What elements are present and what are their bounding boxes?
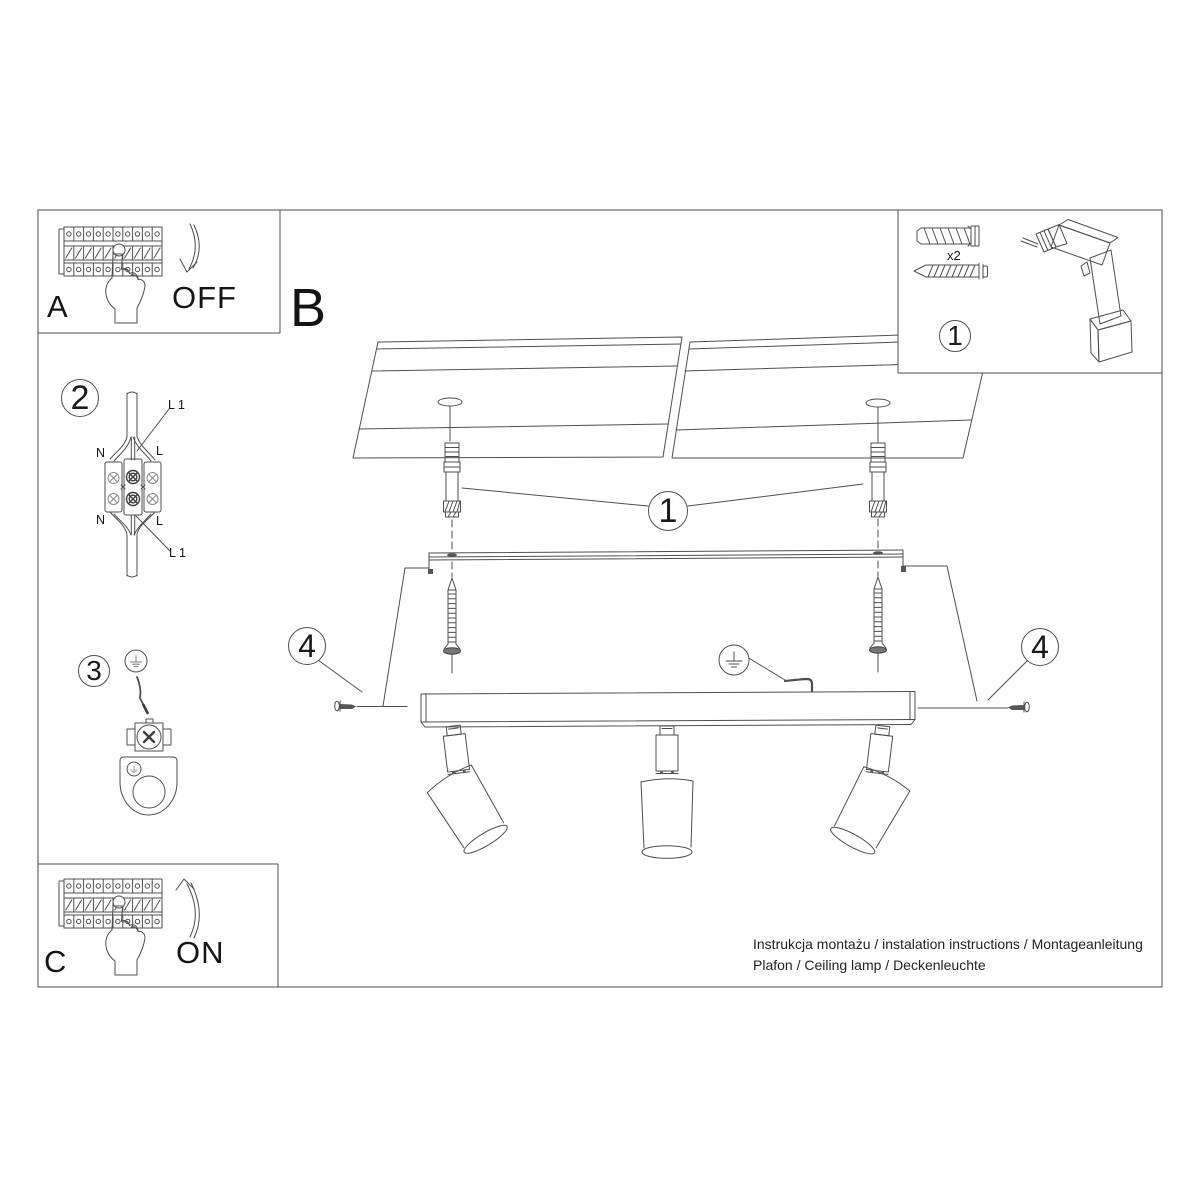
l1-leader-top xyxy=(137,409,169,451)
l1-leader-bottom xyxy=(136,516,170,551)
footer-instructions-title: Instrukcja montażu / instalation instructions / Montageanleitung xyxy=(753,936,1143,952)
on-label: ON xyxy=(176,935,225,970)
spotlight-middle xyxy=(641,726,693,858)
canopy-bar xyxy=(421,692,915,728)
mounting-bracket xyxy=(383,550,977,706)
panel-step-c xyxy=(38,864,278,987)
anchor-quantity-label: x2 xyxy=(947,248,961,263)
wire-label-l1-top: L 1 xyxy=(168,398,185,412)
wiring-diagram xyxy=(105,392,170,577)
spotlight-right xyxy=(827,725,911,859)
drill-hole-left xyxy=(438,398,462,406)
ceiling-panels xyxy=(353,332,992,458)
wire-label-n-top: N xyxy=(96,446,106,460)
ground-wire-callout xyxy=(719,645,812,691)
wire-label-l-bottom: L xyxy=(156,514,163,528)
callout-side-screw-4-right: 4 xyxy=(1021,628,1059,666)
footer-product-name: Plafon / Ceiling lamp / Deckenleuchte xyxy=(753,957,986,973)
callout-side-screw-4-left: 4 xyxy=(288,627,326,665)
terminal-strip xyxy=(124,459,142,515)
ceiling-outline-flare xyxy=(383,566,977,706)
panel-hardware xyxy=(898,210,1162,373)
callout-ground-3: 3 xyxy=(78,655,110,687)
ground-connection-diagram xyxy=(120,650,177,815)
terminal-clamp xyxy=(127,719,171,751)
cable-top xyxy=(127,392,137,437)
spotlight-left xyxy=(426,725,512,858)
wire-label-l1-bottom: L 1 xyxy=(169,546,186,560)
off-label: OFF xyxy=(172,280,237,315)
side-screw-left xyxy=(318,660,407,711)
step-c-label: C xyxy=(44,944,67,979)
wire-label-n-bottom: N xyxy=(96,513,106,527)
callout-wiring-2: 2 xyxy=(61,379,99,417)
drill-hole-right xyxy=(866,399,890,407)
mounting-plate xyxy=(120,757,177,815)
cable-bottom xyxy=(127,535,137,577)
step-a-label: A xyxy=(47,289,68,324)
callout-hardware-1: 1 xyxy=(939,320,971,352)
mounting-screws xyxy=(444,577,887,673)
panel-step-a xyxy=(38,210,280,333)
step-b-label: B xyxy=(290,278,327,338)
wire-label-l-top: L xyxy=(156,444,163,458)
callout-anchors-1: 1 xyxy=(648,491,688,531)
